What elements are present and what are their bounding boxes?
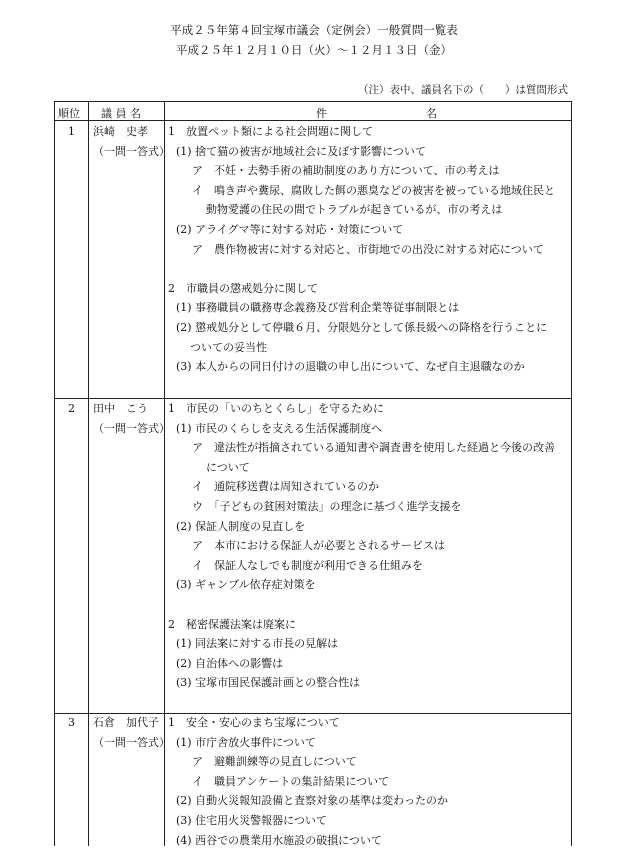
- question-format: （一問一答式）: [93, 145, 170, 158]
- column-divider: [164, 102, 165, 846]
- topic-line: 1 放置ペット類による社会問題に関して: [168, 125, 373, 138]
- member-name: 石倉 加代子: [93, 716, 159, 729]
- topic-line: (2) 自動火災報知設備と査察対象の基準は変わったのか: [176, 794, 448, 808]
- format-note: （注）表中、議員名下の（ ）は質問形式: [358, 84, 568, 96]
- member-name: 浜崎 史孝: [93, 125, 148, 138]
- topic-line: 1 安全・安心のまち宝塚について: [168, 716, 340, 729]
- topic-list: [168, 713, 571, 850]
- topic-line: (3) 宝塚市国民保護計画との整合性は: [176, 676, 361, 690]
- member-cell: [93, 399, 170, 439]
- topic-line: (2) 保証人制度の見直しを: [176, 519, 306, 533]
- topic-line: ア 不妊・去勢手術の補助制度のあり方について、市の考えは: [192, 164, 500, 178]
- row-rank: 3: [68, 716, 75, 729]
- topic-line: (3) ギャンブル依存症対策を: [176, 578, 316, 592]
- topic-list: [168, 122, 571, 377]
- topic-line: 2 秘密保護法案は廃案に: [168, 617, 296, 631]
- topic-line: について: [206, 460, 250, 474]
- topic-line: ア 違法性が指摘されている通知書や調査書を使用した経過と今後の改善: [192, 441, 555, 455]
- spacer: [168, 595, 571, 615]
- topic-line: (2) 懲戒処分として停職６月、分限処分として係長級への降格を行うことに: [176, 320, 548, 334]
- topic-line: ついての妥当性: [190, 340, 267, 354]
- topic-line: イ 保証人なしでも制度が利用できる仕組みを: [192, 558, 423, 572]
- topic-list: [168, 399, 571, 693]
- header-rank: 順位: [58, 107, 80, 120]
- topic-line: (2) アライグマ等に対する対応・対策について: [176, 222, 404, 236]
- topic-line: 2 市職員の懲戒処分に関して: [168, 281, 318, 295]
- header-member: 議 員 名: [101, 107, 141, 120]
- topic-line: (1) 同法案に対する市長の見解は: [176, 637, 339, 651]
- question-table: [54, 101, 572, 846]
- topic-line: (1) 市庁舎放火事件について: [176, 735, 316, 749]
- topic-line: ウ 「子どもの貧困対策法」の理念に基づく進学支援を: [192, 499, 462, 513]
- member-cell: [93, 122, 170, 162]
- topic-line: (4) 西谷での農業用水施設の破損について: [176, 833, 382, 847]
- row-rank: 1: [68, 125, 75, 138]
- member-name: 田中 こう: [93, 402, 148, 415]
- topic-line: ア 農作物被害に対する対応と、市街地での出没に対する対応について: [192, 242, 544, 256]
- header-subject: 件 名: [316, 107, 437, 120]
- topic-line: ア 本市における保証人が必要とされるサービスは: [192, 539, 445, 553]
- topic-line: イ 鳴き声や糞尿、腐敗した餌の悪臭などの被害を被っている地域住民と: [192, 183, 555, 197]
- question-format: （一問一答式）: [93, 422, 170, 435]
- topic-line: (1) 事務職員の職務専念義務及び営利企業等従事制限とは: [176, 301, 460, 315]
- document-title: 平成２５年第４回宝塚市議会（定例会）一般質問一覧表: [170, 23, 458, 37]
- member-cell: [93, 713, 170, 753]
- spacer: [168, 259, 571, 279]
- topic-line: イ 職員アンケートの集計結果について: [192, 774, 390, 788]
- date-range: 平成２５年１２月１０日（火）～１２月１３日（金）: [176, 43, 452, 57]
- column-divider: [88, 102, 89, 846]
- topic-line: (3) 本人からの同日付けの退職の申し出について、なぜ自主退職なのか: [176, 360, 525, 374]
- question-format: （一問一答式）: [93, 736, 170, 749]
- row-rank: 2: [68, 402, 75, 415]
- topic-line: ア 避難訓練等の見直しについて: [192, 755, 357, 769]
- topic-line: (1) 捨て猫の被害が地域社会に及ぼす影響について: [176, 144, 426, 158]
- header-divider: [55, 120, 571, 121]
- topic-line: (1) 市民のくらしを支える生活保護制度へ: [176, 421, 383, 435]
- topic-line: 1 市民の「いのちとくらし」を守るために: [168, 402, 384, 415]
- topic-line: (2) 自治体への影響は: [176, 656, 284, 670]
- topic-line: イ 通院移送費は周知されているのか: [192, 480, 379, 494]
- topic-line: (3) 住宅用火災警報器について: [176, 813, 327, 827]
- topic-line: 動物愛護の住民の間でトラブルが起きているが、市の考えは: [206, 203, 503, 217]
